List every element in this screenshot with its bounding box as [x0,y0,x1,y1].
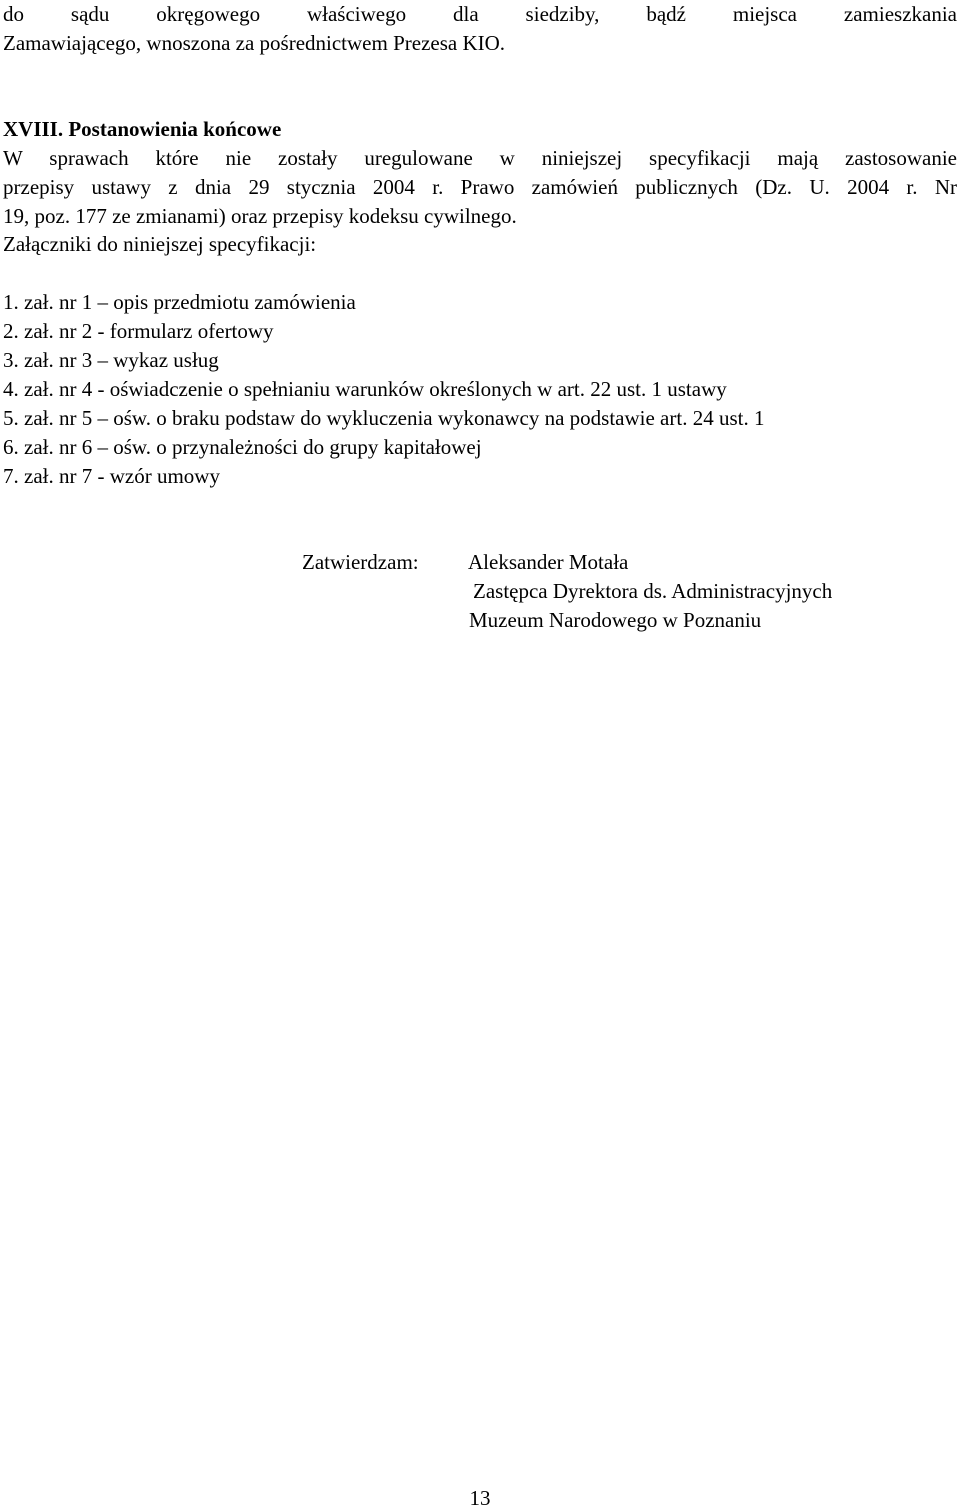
intro-line-1: do sądu okręgowego właściwego dla siedziby, bądź miejsca zamieszkania [3,2,957,26]
page-number: 13 [469,1486,491,1510]
approver-name: Aleksander Motała [468,550,629,574]
attachment-item-1: 1. zał. nr 1 – opis przedmiotu zamówienia [3,290,356,314]
attachment-item-3: 3. zał. nr 3 – wykaz usług [3,348,219,372]
intro-line-2: Zamawiającego, wnoszona za pośrednictwem Prezesa KIO. [3,31,506,55]
attachments-title: Załączniki do niniejszej specyfikacji: [3,232,317,256]
approver-institution: Muzeum Narodowego w Poznaniu [469,608,762,632]
attachment-item-4: 4. zał. nr 4 - oświadczenie o spełnianiu warunków określonych w art. 22 ust. 1 ustawy [3,377,727,401]
section-body-line-1: W sprawach które nie zostały uregulowane w niniejszej specyfikacji mają zastosowanie [3,146,957,170]
attachment-item-7: 7. zał. nr 7 - wzór umowy [3,464,220,488]
attachment-item-2: 2. zał. nr 2 - formularz ofertowy [3,319,274,343]
attachment-item-6: 6. zał. nr 6 – ośw. o przynależności do grupy kapitałowej [3,435,482,459]
approver-position: Zastępca Dyrektora ds. Administracyjnych [473,579,833,603]
approval-label: Zatwierdzam: [302,550,419,574]
attachment-item-5: 5. zał. nr 5 – ośw. o braku podstaw do wykluczenia wykonawcy na podstawie art. 24 ust. 1 [3,406,765,430]
section-body-line-3: 19, poz. 177 ze zmianami) oraz przepisy kodeksu cywilnego. [3,204,517,228]
section-body-line-2: przepisy ustawy z dnia 29 stycznia 2004 r. Prawo zamówień publicznych (Dz. U. 2004 r. Nr [3,175,957,199]
section-heading: XVIII. Postanowienia końcowe [3,117,282,141]
